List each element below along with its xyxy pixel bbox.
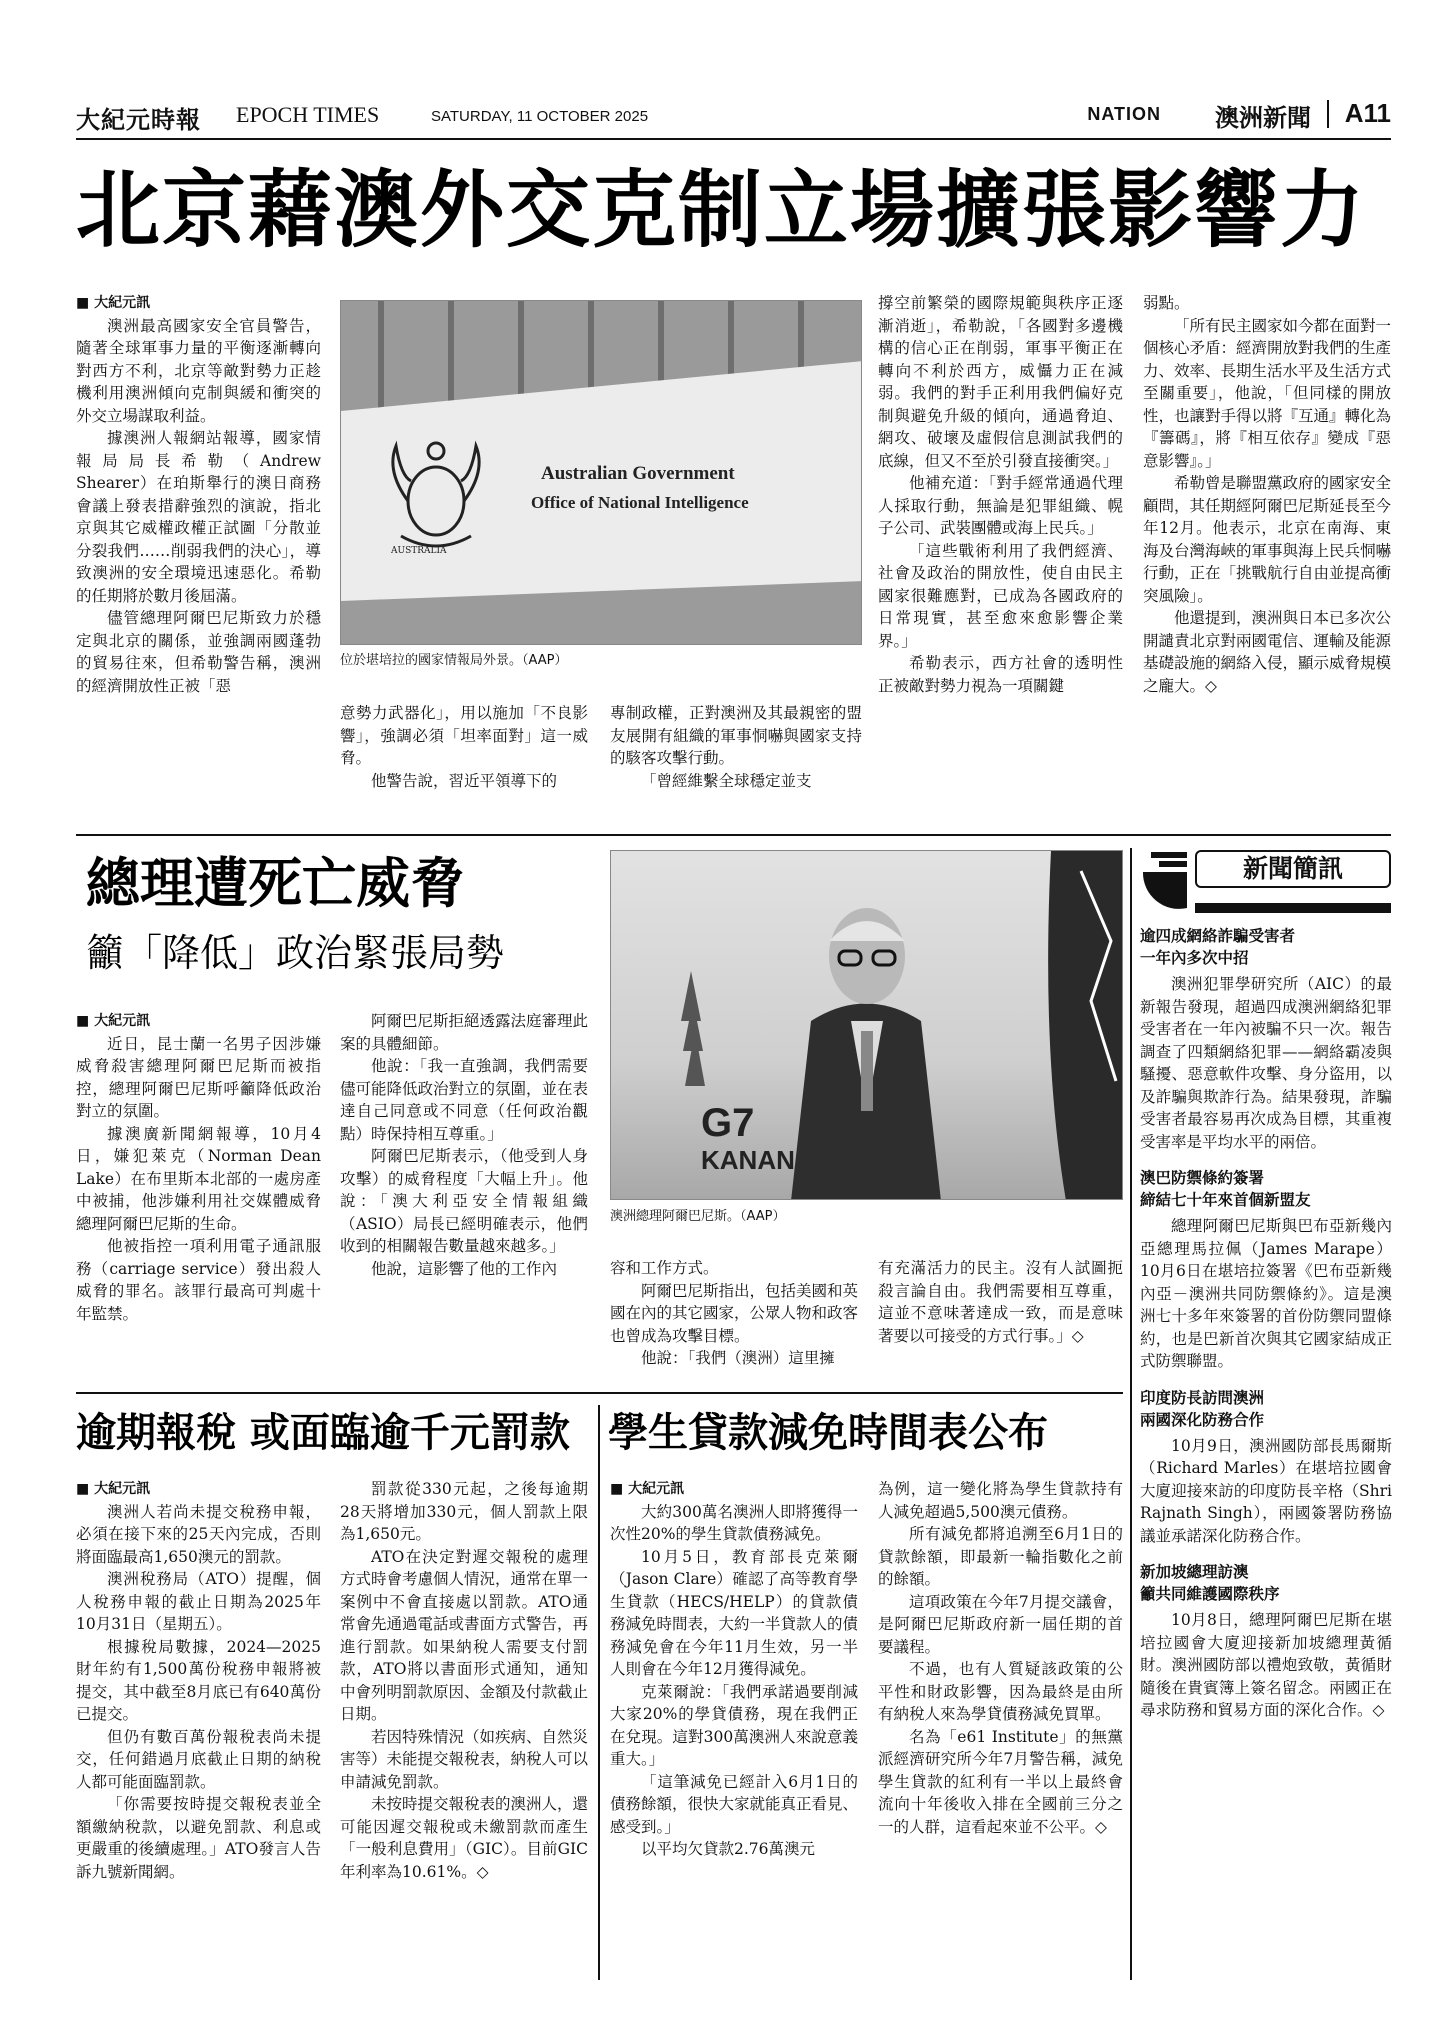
news-brief-item bbox=[1140, 925, 1392, 1153]
brief-body: 10月8日，總理阿爾巴尼斯在堪培拉國會大廈迎接新加坡總理黃循財。澳洲國防部以禮炮致敬，黃循財隨後在貴賓簿上簽名留念。兩國正在尋求防務和貿易方面的深化合作。◇ bbox=[1140, 1611, 1392, 1719]
paragraph: 阿爾巴尼斯表示，（他受到人身攻擊）的威脅程度「大幅上升」。他說：「澳大利亞安全情報組織（ASIO）局長已經明確表示，他們收到的相關報告數量越來越多。」 bbox=[340, 1147, 588, 1255]
paragraph: 以平均欠貸款2.76萬澳元 bbox=[641, 1840, 816, 1858]
story2-photo-caption: 澳洲總理阿爾巴尼斯。（AAP） bbox=[610, 1209, 786, 1224]
paragraph: 弱點。 bbox=[1143, 294, 1190, 312]
loan-headline: 學生貸款減免時間表公布 bbox=[608, 1409, 1048, 1456]
news-brief-rule bbox=[1195, 903, 1391, 913]
paragraph: 「這筆減免已經計入6月1日的債務餘額，很快大家就能真正看見、感受到。」 bbox=[610, 1772, 858, 1836]
paragraph: 近日，昆士蘭一名男子因涉嫌威脅殺害總理阿爾巴尼斯而被指控，總理阿爾巴尼斯呼籲降低政治對立的氛圍。 bbox=[76, 1034, 321, 1120]
story1-column-5 bbox=[1143, 292, 1391, 827]
story2-column-2 bbox=[340, 1010, 588, 1380]
sign-line-1: Australian Government bbox=[541, 463, 735, 484]
news-brief-item bbox=[1140, 1387, 1392, 1548]
paragraph: 撐空前繁榮的國際規範與秩序正逐漸消逝」，希勒說，「各國對多邊機構的信心正在削弱，軍事平衡正在轉向不利於西方，威懾力正在減弱。我們的對手正利用我們偏好克制與避免升級的傾向，通過脅迫、網攻、破壞及虛假信息測試我們的底線，但又不至於引發直接衝突。」 bbox=[878, 294, 1123, 470]
news-brief-title: 新聞簡訊 bbox=[1195, 850, 1391, 888]
story2-column-4 bbox=[878, 1257, 1123, 1382]
page-number: A11 bbox=[1344, 98, 1391, 128]
ona-building-photo bbox=[340, 300, 862, 645]
brief-headline: 澳巴防禦條約簽署 bbox=[1140, 1169, 1265, 1187]
paragraph: 所有減免都將追溯至6月1日的貸款餘額，即最新一輪指數化之前的餘額。 bbox=[878, 1525, 1123, 1588]
masthead bbox=[76, 96, 1391, 140]
column-divider bbox=[598, 1405, 600, 1980]
paragraph: 澳洲最高國家安全官員警告，隨著全球軍事力量的平衡逐漸轉向對西方不利，北京等敵對勢力正趁機利用澳洲傾向克制與緩和衝突的外交立場謀取利益。 bbox=[76, 316, 321, 425]
paragraph: 儘管總理阿爾巴尼斯致力於穩定與北京的關係，並強調兩國蓬勃的貿易往來，但希勒警告稱，澳洲的經濟開放性正被「惡 bbox=[76, 609, 321, 695]
paragraph: 若因特殊情況（如疾病、自然災害等）未能提交報稅表，納稅人可以申請減免罰款。 bbox=[340, 1727, 588, 1791]
paragraph: 克萊爾說：「我們承諾過要削減大家20%的學貸債務，現在我們正在兌現。這對300萬澳洲人來說意義重大。」 bbox=[610, 1682, 858, 1768]
brief-headline: 一年內多次中招 bbox=[1140, 949, 1249, 967]
news-brief-header bbox=[1137, 848, 1392, 916]
paragraph: 希勒曾是聯盟黨政府的國家安全顧問，其任期經阿爾巴尼斯延長至今年12月。他表示，北京在南海、東海及台灣海峽的軍事與海上民兵恫嚇行動，正在「挑戰航行自由並提高衝突風險」。 bbox=[1143, 474, 1391, 605]
brief-headline: 新加坡總理訪澳 bbox=[1140, 1563, 1249, 1581]
paragraph: 「所有民主國家如今都在面對一個核心矛盾：經濟開放對我們的生產力、效率、長期生活水平及生活方式至關重要」，他說，「但同樣的開放性，也讓對手得以將『互通』轉化為『籌碼』，將『相互依存』變成『惡意影響』。」 bbox=[1143, 316, 1391, 470]
brief-body: 10月9日，澳洲國防部長馬爾斯（Richard Marles）在堪培拉國會大廈迎接來訪的印度防長辛格（Shri Rajnath Singh），兩國簽署防務協議並承諾深化防務合作。 bbox=[1140, 1436, 1392, 1545]
paragraph: 他說：「我們（澳洲）這里擁 bbox=[641, 1349, 835, 1367]
paragraph: 「你需要按時提交報稅表並全額繳納稅款，以避免罰款、利息或更嚴重的後續處理。」ATO發言人告訴九號新聞網。 bbox=[76, 1795, 321, 1881]
paragraph: 專制政權，正對澳洲及其最親密的盟友展開有組織的軍事恫嚇與國家支持的駭客攻擊行動。 bbox=[610, 704, 862, 767]
pm-headline: 總理遭死亡威脅 bbox=[86, 851, 464, 915]
paragraph: 阿爾巴尼斯拒絕透露法庭審理此案的具體細節。 bbox=[340, 1012, 588, 1053]
paragraph: 澳洲人若尚未提交稅務申報，必須在接下來的25天內完成，否則將面臨最高1,650澳元的罰款。 bbox=[76, 1502, 321, 1566]
brief-body: 總理阿爾巴尼斯與巴布亞新幾內亞總理馬拉佩（James Marape）10月6日在堪培拉簽署《巴布亞新幾內亞－澳洲共同防禦條約》。這是澳洲七十多年來簽署的首份防禦同盟條約，也是巴新首次與其它國家結成正式防禦聯盟。 bbox=[1140, 1217, 1392, 1370]
paragraph: 據澳洲人報網站報導，國家情報局局長希勒（Andrew Shearer）在珀斯舉行的澳日商務會議上發表措辭強烈的演說，指北京與其它威權政權正試圖「分散並分裂我們……削弱我們的決心」，導致澳洲的安全環境迅速惡化。希勒的任期將於數月後屆滿。 bbox=[76, 429, 321, 605]
paragraph: 大約300萬名澳洲人即將獲得一次性20%的學生貸款債務減免。 bbox=[610, 1502, 858, 1543]
paragraph: 他被指控一項利用電子通訊服務（carriage service）發出殺人威脅的罪名。該罪行最高可判處十年監禁。 bbox=[76, 1237, 321, 1323]
news-brief-item bbox=[1140, 1561, 1392, 1722]
paragraph: 意勢力武器化」，用以施加「不良影響」，強調必須「坦率面對」這一威脅。 bbox=[340, 704, 588, 767]
paragraph: 他警告說，習近平領導下的 bbox=[371, 771, 558, 790]
paragraph: 不過，也有人質疑該政策的公平性和財政影響，因為最終是由所有納稅人來為學貸債務減免買單。 bbox=[878, 1660, 1123, 1723]
story1-byline: ■ 大紀元訊 bbox=[76, 295, 151, 311]
pm-subheadline: 籲「降低」政治緊張局勢 bbox=[86, 931, 505, 975]
story3-column-2 bbox=[340, 1478, 588, 1978]
paragraph: 據澳廣新聞網報導，10月4日，嫌犯萊克（Norman Dean Lake）在布里斯本北部的一處房產中被捕，他涉嫌利用社交媒體威脅總理阿爾巴尼斯的生命。 bbox=[76, 1124, 321, 1233]
story1-column-2 bbox=[340, 702, 588, 827]
story4-column-2 bbox=[878, 1478, 1123, 1978]
paragraph: 這項政策在今年7月提交議會，是阿爾巴尼斯政府新一屆任期的首要議程。 bbox=[878, 1592, 1123, 1656]
story3-column-1 bbox=[76, 1478, 321, 1978]
paragraph: 10月5日，教育部長克萊爾（Jason Clare）確認了高等教育學生貸款（HECS/HELP）的貸款債務減免時間表，大約一半貸款人的債務減免會在今年11月生效，另一半人則會在今年12月獲得減免。 bbox=[610, 1547, 858, 1678]
sidebar-divider bbox=[1130, 848, 1132, 1980]
masthead-paper-en: EPOCH TIMES bbox=[236, 102, 380, 127]
paragraph: 「曾經維繫全球穩定並支 bbox=[641, 771, 812, 790]
crest-label: AUSTRALIA bbox=[391, 546, 447, 556]
paragraph: 但仍有數百萬份報稅表尚未提交，任何錯過月底截止日期的納稅人都可能面臨罰款。 bbox=[76, 1727, 321, 1791]
story1-column-1 bbox=[76, 292, 321, 822]
paragraph: 他補充道：「對手經常通過代理人採取行動，無論是犯罪組織、幌子公司、武裝團體或海上民兵。」 bbox=[878, 474, 1123, 537]
masthead-paper-cn: 大紀元時報 bbox=[76, 105, 201, 134]
story1-column-4 bbox=[878, 292, 1123, 827]
brief-headline: 締結七十年來首個新盟友 bbox=[1140, 1191, 1311, 1209]
paragraph: 罰款從330元起，之後每逾期28天將增加330元，個人罰款上限為1,650元。 bbox=[340, 1480, 588, 1543]
paragraph: 根據稅局數據，2024—2025財年約有1,500萬份稅務申報將被提交，其中截至8月底已有640萬份已提交。 bbox=[76, 1637, 321, 1723]
kananaskis-label: KANAN bbox=[701, 1145, 795, 1175]
story1-photo-caption: 位於堪培拉的國家情報局外景。（AAP） bbox=[340, 653, 568, 668]
albanese-figure-graphic bbox=[611, 851, 1123, 1200]
paragraph: 名為「e61 Institute」的無黨派經濟研究所今年7月警告稱，減免學生貸款的紅利有一半以上最終會流向十年後收入排在全國前三分之一的人群，這看起來並不公平。◇ bbox=[878, 1727, 1123, 1836]
story3-byline: ■ 大紀元訊 bbox=[76, 1481, 151, 1497]
paragraph: 有充滿活力的民主。沒有人試圖扼殺言論自由。我們需要相互尊重，這並不意味著達成一致，而是意味著要以可接受的方式行事。」◇ bbox=[878, 1259, 1123, 1345]
albanese-photo bbox=[610, 850, 1123, 1200]
paragraph: 阿爾巴尼斯指出，包括美國和英國在內的其它國家，公眾人物和政客也曾成為攻擊目標。 bbox=[610, 1281, 858, 1345]
paragraph: 未按時提交報稅表的澳洲人，還可能因遲交報稅或未繳罰款而產生「一般利息費用」（GIC）。目前GIC年利率為10.61%。◇ bbox=[340, 1795, 588, 1881]
brief-headline: 籲共同維護國際秩序 bbox=[1140, 1585, 1280, 1603]
paragraph: 澳洲稅務局（ATO）提醒，個人稅務申報的截止日期為2025年10月31日（星期五）。 bbox=[76, 1570, 321, 1633]
section-divider bbox=[76, 834, 1391, 836]
story1-column-3 bbox=[610, 702, 862, 827]
news-brief-item bbox=[1140, 1167, 1392, 1373]
ona-sign-graphic bbox=[341, 301, 862, 645]
sign-line-2: Office of National Intelligence bbox=[531, 493, 749, 512]
news-brief-icon bbox=[1137, 848, 1193, 914]
paragraph: 他說：「我一直強調，我們需要儘可能降低政治對立的氛圍，並在表達自己同意或不同意（任何政治觀點）時保持相互尊重。」 bbox=[340, 1057, 588, 1143]
story2-byline: ■ 大紀元訊 bbox=[76, 1013, 151, 1029]
story4-column-1 bbox=[610, 1478, 858, 1978]
paragraph: 他還提到，澳洲與日本已多次公開譴責北京對兩國電信、運輸及能源基礎設施的網絡入侵，顯示威脅規模之龐大。◇ bbox=[1143, 609, 1391, 695]
brief-body: 澳洲犯罪學研究所（AIC）的最新報告發現，超過四成澳洲網絡犯罪受害者在一年內被騙不只一次。報告調查了四類網絡犯罪——網絡霸凌與騷擾、惡意軟件攻擊、身分盜用，以及詐騙與欺詐行為。結果發現，詐騙受害者最容易再次成為目標，其重複受害率是平均水平的兩倍。 bbox=[1140, 975, 1392, 1151]
paragraph: 「這些戰術利用了我們經濟、社會及政治的開放性，使自由民主國家很難應對，已成為各國政府的日常現實，甚至愈來愈影響企業界。」 bbox=[878, 541, 1123, 650]
masthead-date: SATURDAY, 11 OCTOBER 2025 bbox=[431, 108, 649, 125]
story2-column-3 bbox=[610, 1257, 858, 1382]
masthead-section: 澳洲新聞 bbox=[1215, 104, 1311, 132]
main-headline: 北京藉澳外交克制立場擴張影響力 bbox=[76, 160, 1367, 259]
story4-byline: ■ 大紀元訊 bbox=[610, 1481, 685, 1497]
section-divider bbox=[76, 1392, 1123, 1394]
paragraph: 容和工作方式。 bbox=[610, 1259, 719, 1277]
paragraph: 他說，這影響了他的工作內 bbox=[371, 1259, 558, 1278]
story2-column-1 bbox=[76, 1010, 321, 1380]
masthead-separator bbox=[1327, 100, 1329, 128]
paragraph: 為例，這一變化將為學生貸款持有人減免超過5,500澳元債務。 bbox=[878, 1480, 1123, 1521]
brief-headline: 印度防長訪問澳洲 bbox=[1140, 1388, 1265, 1407]
tax-headline: 逾期報稅 或面臨逾千元罰款 bbox=[76, 1409, 570, 1456]
masthead-nation: NATION bbox=[1087, 104, 1161, 124]
brief-headline: 兩國深化防務合作 bbox=[1140, 1410, 1265, 1429]
g7-label: G7 bbox=[701, 1101, 755, 1145]
paragraph: 希勒表示，西方社會的透明性正被敵對勢力視為一項關鍵 bbox=[878, 654, 1123, 695]
brief-headline: 逾四成網絡詐騙受害者 bbox=[1140, 927, 1296, 945]
paragraph: ATO在決定對遲交報稅的處理方式時會考慮個人情況，通常在單一案例中不會直接處以罰款。ATO通常會先通過電話或書面方式警告，再進行罰款。如果納稅人需要支付罰款，ATO將以書面形式通知，通知中會列明罰款原因、金額及付款截止日期。 bbox=[340, 1547, 588, 1723]
news-brief-list bbox=[1140, 925, 1392, 1980]
